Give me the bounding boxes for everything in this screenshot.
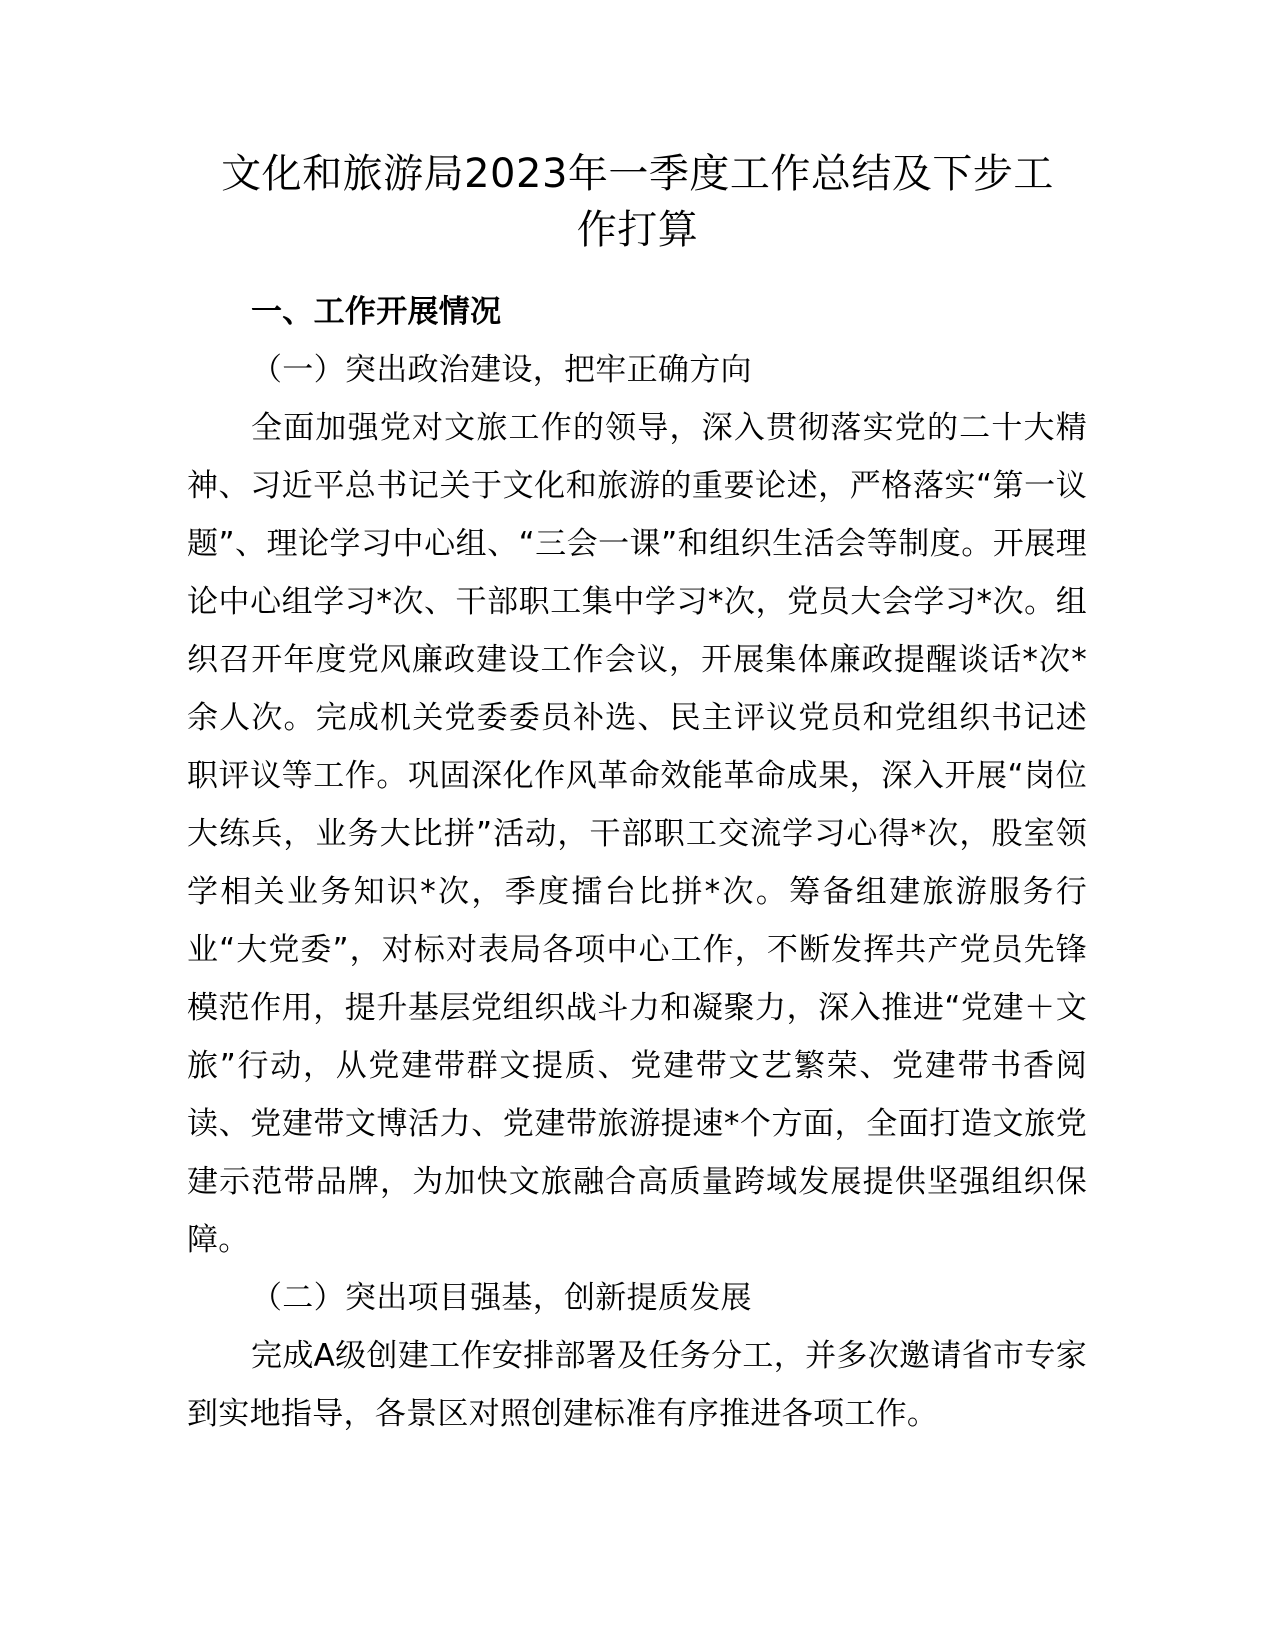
section-1-heading: 一、工作开展情况 [251, 294, 502, 330]
title-line-1: 文化和旅游局2023年一季度工作总结及下步工 [221, 151, 1054, 197]
document-body [187, 283, 1087, 1443]
subsection-1-body: 全面加强党对文旅工作的领导，深入贯彻落实党的二十大精神、习近平总书记关于文化和旅游的重要论述，严格落实“第一议题”、理论学习中心组、“三会一课”和组织生活会等制度。开展理论中心组学习*次、干部职工集中学习*次，党员大会学习*次。组织召开年度党风廉政建设工作会议，开展集体廉政提醒谈话*次*余人次。完成机关党委委员补选、民主评议党员和党组织书记述职评议等工作。巩固深化作风革命效能革命成果，深入开展“岗位大练兵，业务大比拼”活动，干部职工交流学习心得*次，股室领学相关业务知识*次，季度擂台比拼*次。筹备组建旅游服务行业“大党委”，对标对表局各项中心工作，不断发挥共产党员先锋模范作用，提升基层党组织战斗力和凝聚力，深入推进“党建＋文旅”行动，从党建带群文提质、党建带文艺繁荣、党建带书香阅读、党建带文博活力、党建带旅游提速*个方面，全面打造文旅党建示范带品牌，为加快文旅融合高质量跨域发展提供坚强组织保障。 [187, 410, 1087, 1258]
subsection-2-body: 完成A级创建工作安排部署及任务分工，并多次邀请省市专家到实地指导，各景区对照创建标准有序推进各项工作。 [187, 1338, 1087, 1432]
title-line-2: 作打算 [576, 207, 699, 253]
subsection-1-heading: （一）突出政治建设，把牢正确方向 [251, 352, 752, 388]
subsection-2-heading: （二）突出项目强基，创新提质发展 [251, 1280, 752, 1316]
document-title [150, 146, 1125, 258]
